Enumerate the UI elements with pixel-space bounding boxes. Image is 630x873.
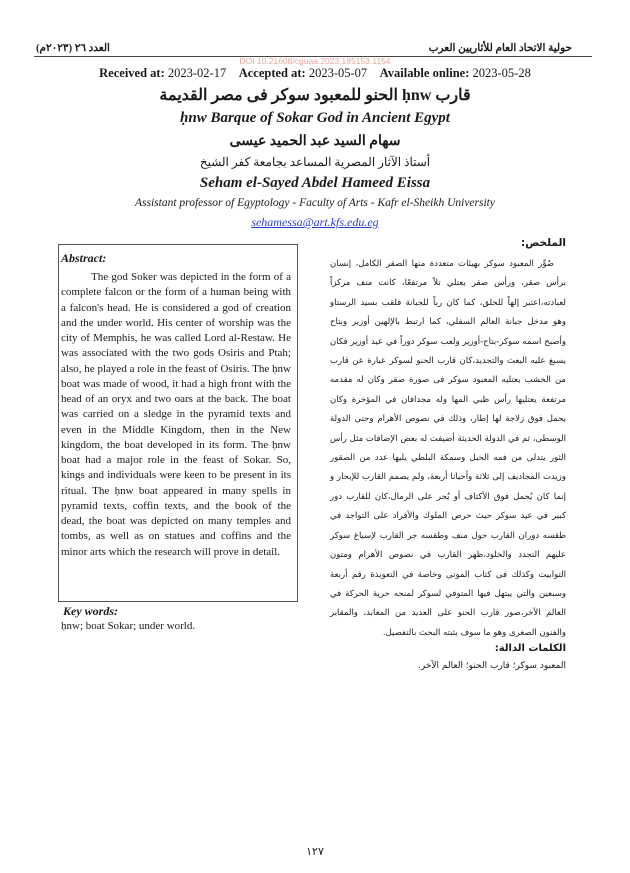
received-label: Received at: (99, 66, 165, 80)
abstract-heading: Abstract: (61, 251, 107, 265)
keywords-text: ḥnw; boat Sokar; under world. (61, 620, 196, 632)
english-affiliation: Assistant professor of Egyptology - Faculty of Arts - Kafr el-Sheikh University (135, 197, 495, 209)
english-title: ḥnw Barque of Sokar God in Ancient Egypt (180, 110, 450, 126)
arabic-abstract-column (330, 237, 566, 671)
journal-title: حولية الاتحاد العام للأثاريين العرب (428, 43, 572, 54)
accepted-date: 2023-05-07 (308, 66, 368, 80)
online-date: 2023-05-28 (472, 66, 531, 80)
arabic-affiliation: أستاذ الآثار المصرية المساعد بجامعة كفر الشيخ (199, 155, 431, 169)
arabic-abstract-text: صُوِّر المعبود سوكر بهيئات متعددة منها الصقر الكامل، إنسان برأس صقر، ورأس صقر يعتلي تلاً مرتفعًا، كانت منف مركزاً لعبادته،اعتبر إلهاً للخلق، كما كان رباً للجبانة فلقب بسيد الرستاو وهو مدخل جبانة العالم السفلي، كما ارتبط بالإلهين أوزير وبتاح وأصبح اسمه سوكر-بتاح-أوزير ولعب سوكر دوراً في عيد أوزير فكان يسبغ عليه البعث والتجديد،كان قارب الحنو لسوكر عبارة عن قارب من الخشب يعتليه المعبود سوكر فى صورة صقر وكان له مقدمه مرتفعة يعتليها رأس ظبي المها وله مجدافان في المؤخرة وكان يحمل فوق زلاجة لها إطار، وذلك في نصوص الأهرام وحتى الدولة الوسطى، ثم في الدولة الحديثة أضيفت له بعض الإضافات مثل رأس الثور يتدلى من فمه الحبل وسمكة البلطي يليها عدد من الصقور وزيدت المجاديف إلى ثلاثة وأحيانا أربعة، ولم يصمم القارب للإبحار و إنما كان يُحمل فوق الأكتاف أو يُجر على الرمال،كان للقارب دور كبير في عيد سوكر حيث حرص الملوك والأفراد على التواجد في طقسه دوران القارب حول منف وطقسه جر القارب لإسباغ سوكر عليهم التجدد والخلود،ظهر القارب في نصوص الأهرام ومتون التوابيت وكذلك فى كتاب الموتى وخاصة في التعويذة رقم أربعة وسبعين والتي يبتهل فيها المتوفي لسوكر لمنحه حرية الحركة في العالم الآخر،صور قارب الحنو على العديد من المعابد، والمقابر والفنون الصغرى وهو ما سوف يثبته البحث بالتفصيل. (330, 259, 566, 638)
publication-dates (0, 66, 630, 81)
keywords-heading: Key words: (63, 604, 118, 618)
english-author-name: Seham el-Sayed Abdel Hameed Eissa (199, 175, 431, 191)
received-date: 2023-02-17 (167, 66, 227, 80)
arabic-abstract-heading: الملخص: (521, 237, 566, 249)
author-email-link[interactable]: sehamessa@art.kfs.edu.eg (251, 215, 379, 229)
arabic-keywords-heading: الكلمات الدالة: (494, 643, 566, 655)
arabic-author-name: سهام السيد عبد الحميد عيسى (229, 134, 401, 149)
doi-link[interactable]: DOI 10.21608/cguaa.2023.185153.1154 (239, 56, 391, 66)
online-label: Available online: (379, 66, 470, 80)
arabic-title: قارب ḥnw الحنو للمعبود سوكر فى مصر القديمة (159, 87, 471, 104)
abstract-text: The god Soker was depicted in the form of a complete falcon or the form of a human being with a falcon's head. He is considered a god of creation and the under world. His center of worship was the city of Memphis, he was called Lord al-Restaw. He was associated with the two gods Osiris and Ptah; also, he played a role in the feast of Osiris. The ḥnw boat was made of wood, it had a high front with the head of an oryx and two oars at the back. The boat was carried on a sledge in the pyramid texts and even in the Middle Kingdom, then in the New kingdom, the boat developed in its form. The ḥnw boat had a major role in the feast of Sokar. So, kings and individuals were keen to be present in its ritual. The ḥnw boat appeared in many spells in pyramid texts, coffin texts, and the book of the dead, the boat was depicted on many temples and tombs, as well as on statues and coffins and the minor arts which the research will prove in detail. (61, 271, 291, 558)
arabic-keywords-text: المعبود سوكر؛ قارب الحنو؛ العالم الآخر. (418, 661, 566, 672)
issue-label: العدد ٢٦ (٢٠٢٣م) (36, 43, 110, 54)
accepted-label: Accepted at: (238, 66, 306, 80)
page-number: ١٢٧ (306, 845, 324, 858)
